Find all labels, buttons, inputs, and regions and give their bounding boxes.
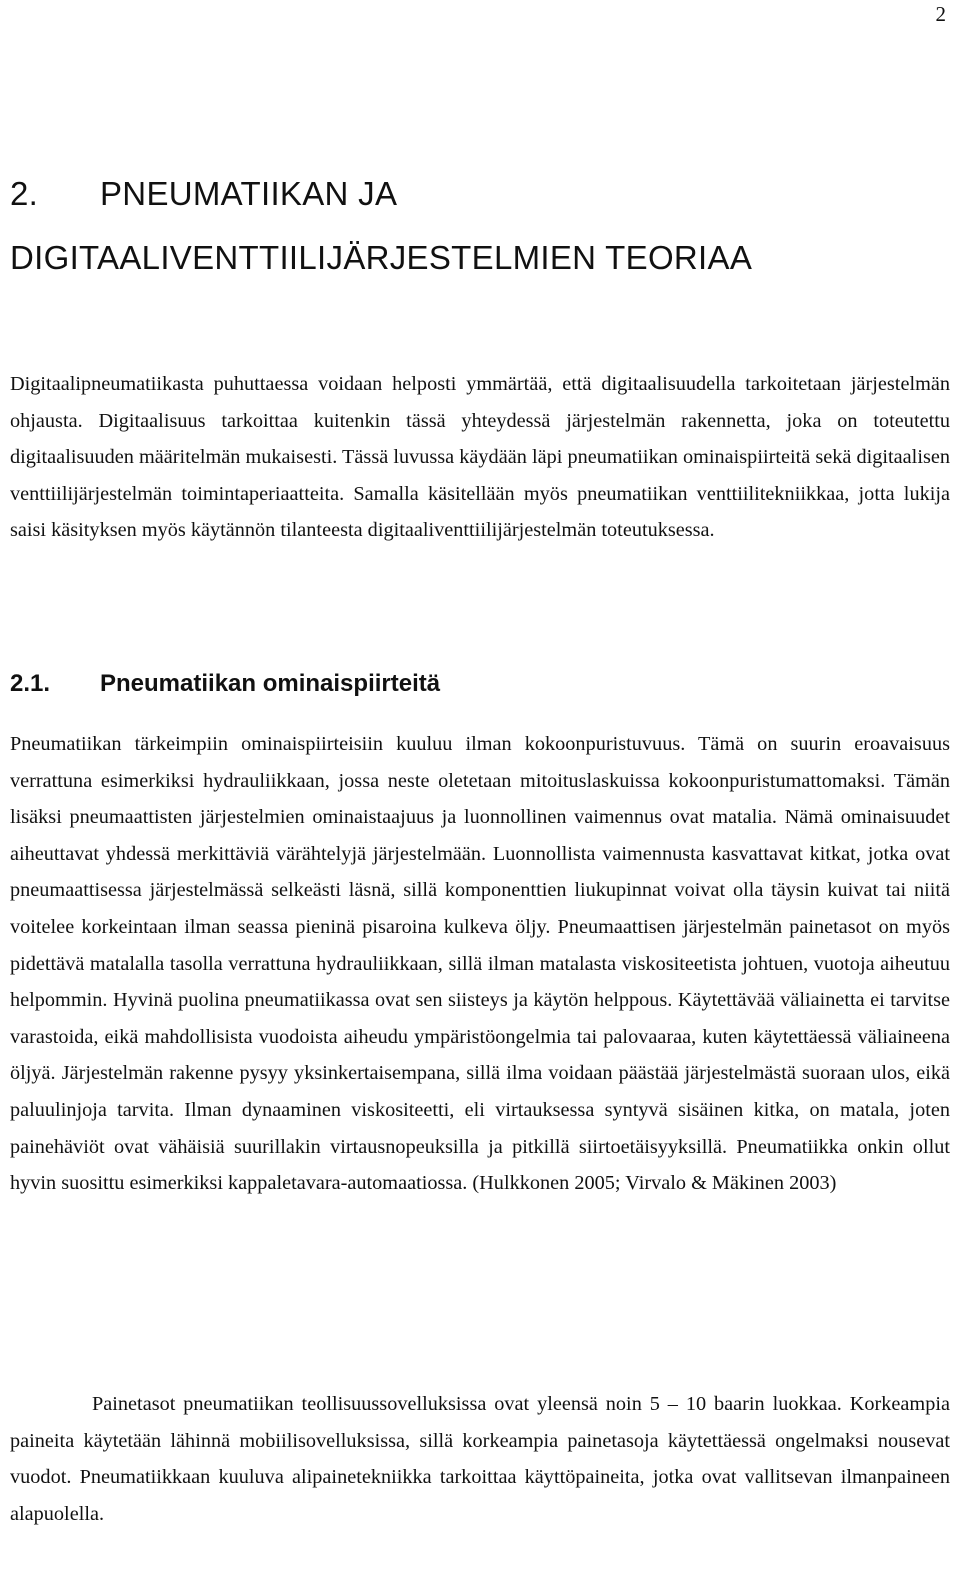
page-number: 2 [935,2,946,26]
chapter-heading [10,162,752,290]
chapter-number: 2. [10,175,39,212]
chapter-title-line2: DIGITAALIVENTTIILIJÄRJESTELMIEN TEORIAA [10,239,753,276]
section-paragraph-2: Painetasot pneumatiikan teollisuussovelluksissa ovat yleensä noin 5 – 10 baarin luokkaa. Korkeampia paineita käytetään lähinnä mobiilisovelluksissa, sillä korkeampia painetasoja käytettäessä ongelmaksi nousevat vuodot. Pneumatiikkaan kuuluva alipainetekniikka tarkoittaa käyttöpaineita, jotka ovat vallitsevan ilmanpaineen alapuolella. [10,1393,950,1525]
intro-paragraph: Digitaalipneumatiikasta puhuttaessa voidaan helposti ymmärtää, että digitaalisuudella tarkoitetaan järjestelmän ohjausta. Digitaalisuus tarkoittaa kuitenkin tässä yhteydessä järjestelmän rakennetta, joka on toteutettu digitaalisuuden määritelmän mukaisesti. Tässä luvussa käydään läpi pneumatiikan ominaispiirteitä sekä digitaalisen venttiilijärjestelmän toimintaperiaatteita. Samalla käsitellään myös pneumatiikan venttiilitekniikkaa, jotta lukija saisi käsityksen myös käytännön tilanteesta digitaaliventtiilijärjestelmän toteutuksessa. [10,373,950,542]
section-number: 2.1. [10,670,51,697]
section-paragraph-1: Pneumatiikan tärkeimpiin ominaispiirteisiin kuuluu ilman kokoonpuristuvuus. Tämä on suurin eroavaisuus verrattuna esimerkiksi hydrauliikkaan, jossa neste oletetaan mitoituslaskuissa kokoonpuristumattomaksi. Tämän lisäksi pneumaattisten järjestelmien ominaistaajuus ja luonnollinen vaimennus ovat matalia. Nämä ominaisuudet aiheuttavat yhdessä merkittäviä värähtelyjä järjestelmään. Luonnollista vaimennusta kasvattavat kitkat, jotka ovat pneumaattisessa järjestelmässä selkeästi läsnä, sillä komponenttien liukupinnat voivat olla täysin kuivat tai niitä voitelee korkeintaan ilman seassa pieninä pisaroina kulkeva öljy. Pneumaattisen järjestelmän painetasot on myös pidettävä matalalla tasolla verrattuna hydrauliikkaan, sillä ilman matalasta viskositeetista johtuen, vuotoja aiheutuu helpommin. Hyvinä puolina pneumatiikassa ovat sen siisteys ja käytön helppous. Käytettävää väliainetta ei tarvitse varastoida, eikä mahdollisista vuodoista aiheudu ympäristöongelmia tai palovaaraa, kuten käytettäessä väliaineena öljyä. Järjestelmän rakenne pysyy yksinkertaisempana, sillä ilma voidaan päästää järjestelmästä suoraan ulos, eikä paluulinjoja tarvita. Ilman dynaaminen viskositeetti, eli virtauksessa syntyvä sisäinen kitka, on matala, joten painehäviöt ovat vähäisiä suurillakin virtausnopeuksilla ja pitkillä siirtoetäisyyksillä. Pneumatiikka onkin ollut hyvin suosittu esimerkiksi kappaletavara-automaatiossa. (Hulkkonen 2005; Virvalo & Mäkinen 2003) [10,733,950,1195]
section-title: Pneumatiikan ominaispiirteitä [100,670,441,697]
chapter-title-line1: PNEUMATIIKAN JA [100,175,398,212]
section-heading [10,664,440,704]
